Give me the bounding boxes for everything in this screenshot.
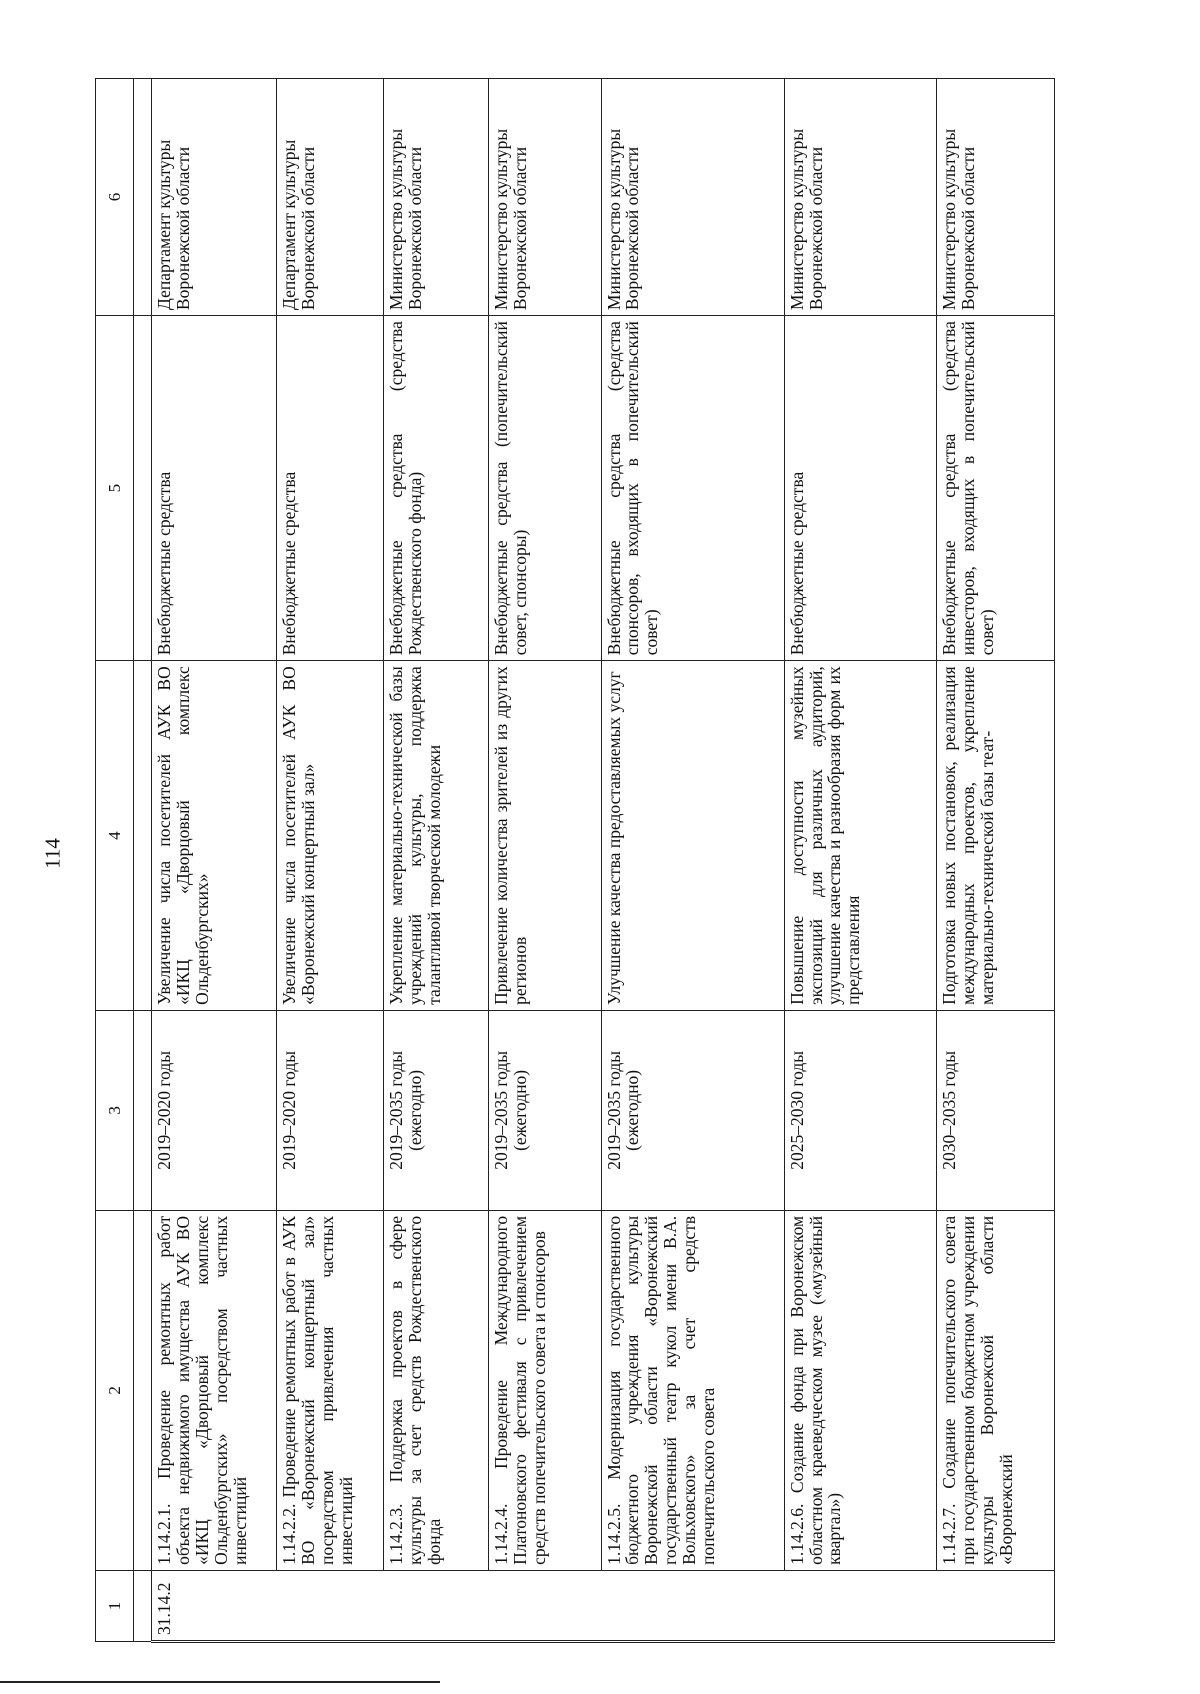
executor-cell: Министерство культуры Воронежской области: [784, 79, 936, 316]
measure-cell: 1.14.2.4. Проведение Международного Платоновского фестиваля с привлечением средств попечительского совета и спонсоров: [489, 1210, 601, 1570]
table-row: [489, 79, 601, 1642]
period-cell: 2019–2020 годы: [277, 1010, 384, 1210]
executor-cell: Министерство культуры Воронежской области: [384, 79, 489, 316]
measure-cell: 1.14.2.7. Создание попечительского совета при государственном бюджетном учреждении культуры Воронежской области «Воронежский: [936, 1210, 1054, 1570]
table-row: [936, 79, 1054, 1642]
result-cell: Привлечение количества зрителей из других регионов: [489, 661, 601, 1011]
table-row: [601, 79, 784, 1642]
funding-cell: Внебюджетные средства (средства Рождественского фонда): [384, 316, 489, 661]
executor-cell: Департамент культуры Воронежской области: [277, 79, 384, 316]
measure-cell: 1.14.2.1. Проведение ремонтных работ объекта недвижимого имущества АУК ВО «ИКЦ «Дворцовый комплекс Ольденбургских» посредством частных инвестиций: [152, 1210, 277, 1570]
result-cell: Укрепление материально-технической базы учреждений культуры, поддержка талантливой творческой молодежи: [384, 661, 489, 1011]
executor-cell: Министерство культуры Воронежской области: [489, 79, 601, 316]
executor-cell: Министерство культуры Воронежской области: [601, 79, 784, 316]
header-cell: 4: [96, 661, 134, 1011]
period-cell: 2019–2035 годы (ежегодно): [384, 1010, 489, 1210]
funding-cell: Внебюджетные средства: [152, 316, 277, 661]
measure-cell: 1.14.2.5. Модернизация государственного бюджетного учреждения культуры Воронежской области «Воронежский государственный театр кукол имени В.А. Вольховского» за счет средств попечительского совета: [601, 1210, 784, 1570]
result-cell: Повышение доступности музейных экспозиций для различных аудиторий, улучшение качества и разнообразия форм их представления: [784, 661, 936, 1011]
funding-cell: Внебюджетные средства (попечительский совет, спонсоры): [489, 316, 601, 661]
result-cell: Увеличение числа посетителей АУК ВО «Воронежский концертный зал»: [277, 661, 384, 1011]
result-cell: Увеличение числа посетителей АУК ВО «ИКЦ «Дворцовый комплекс Ольденбургских»: [152, 661, 277, 1011]
measure-cell: 1.14.2.6. Создание фонда при Воронежском областном краеведческом музее («музейный квартал»): [784, 1210, 936, 1570]
header-row: [96, 79, 134, 1642]
funding-cell: Внебюджетные средства (средства инвесторов, входящих в попечительский совет): [936, 316, 1054, 661]
period-cell: 2019–2035 годы (ежегодно): [489, 1010, 601, 1210]
footnote-rule: [0, 1681, 440, 1683]
table-row: [784, 79, 936, 1642]
result-cell: Подготовка новых постановок, реализация международных проектов, укрепление материально-технической базы теат-: [936, 661, 1054, 1011]
funding-cell: Внебюджетные средства (средства спонсоров, входящих в попечительский совет): [601, 316, 784, 661]
period-cell: 2019–2035 годы (ежегодно): [601, 1010, 784, 1210]
period-cell: 2030–2035 годы: [936, 1010, 1054, 1210]
funding-cell: Внебюджетные средства: [784, 316, 936, 661]
rotated-table-container: [95, 78, 1055, 1643]
result-cell: Улучшение качества предоставляемых услуг: [601, 661, 784, 1011]
table-row: [277, 79, 384, 1642]
header-cell: 3: [96, 1010, 134, 1210]
executor-cell: Департамент культуры Воронежской области: [152, 79, 277, 316]
funding-cell: Внебюджетные средства: [277, 316, 384, 661]
period-cell: 2025–2030 годы: [784, 1010, 936, 1210]
measure-cell: 1.14.2.2. Проведение ремонтных работ в АУК ВО «Воронежский концертный зал» посредством привлечения частных инвестиций: [277, 1210, 384, 1570]
measures-table: [95, 78, 1055, 1643]
measure-cell: 1.14.2.3. Поддержка проектов в сфере культуры за счет средств Рождественского фонда: [384, 1210, 489, 1570]
group-code-cell: 31.14.2: [152, 1570, 1055, 1641]
table-row: [152, 79, 277, 1642]
header-cell: 5: [96, 316, 134, 661]
period-cell: 2019–2020 годы: [152, 1010, 277, 1210]
header-cell: 2: [96, 1210, 134, 1570]
table-row: [384, 79, 489, 1642]
executor-cell: Министерство культуры Воронежской области: [936, 79, 1054, 316]
page-number: 114: [40, 838, 65, 869]
header-gap: [134, 79, 152, 1642]
header-cell: 6: [96, 79, 134, 316]
header-cell: 1: [96, 1570, 134, 1641]
